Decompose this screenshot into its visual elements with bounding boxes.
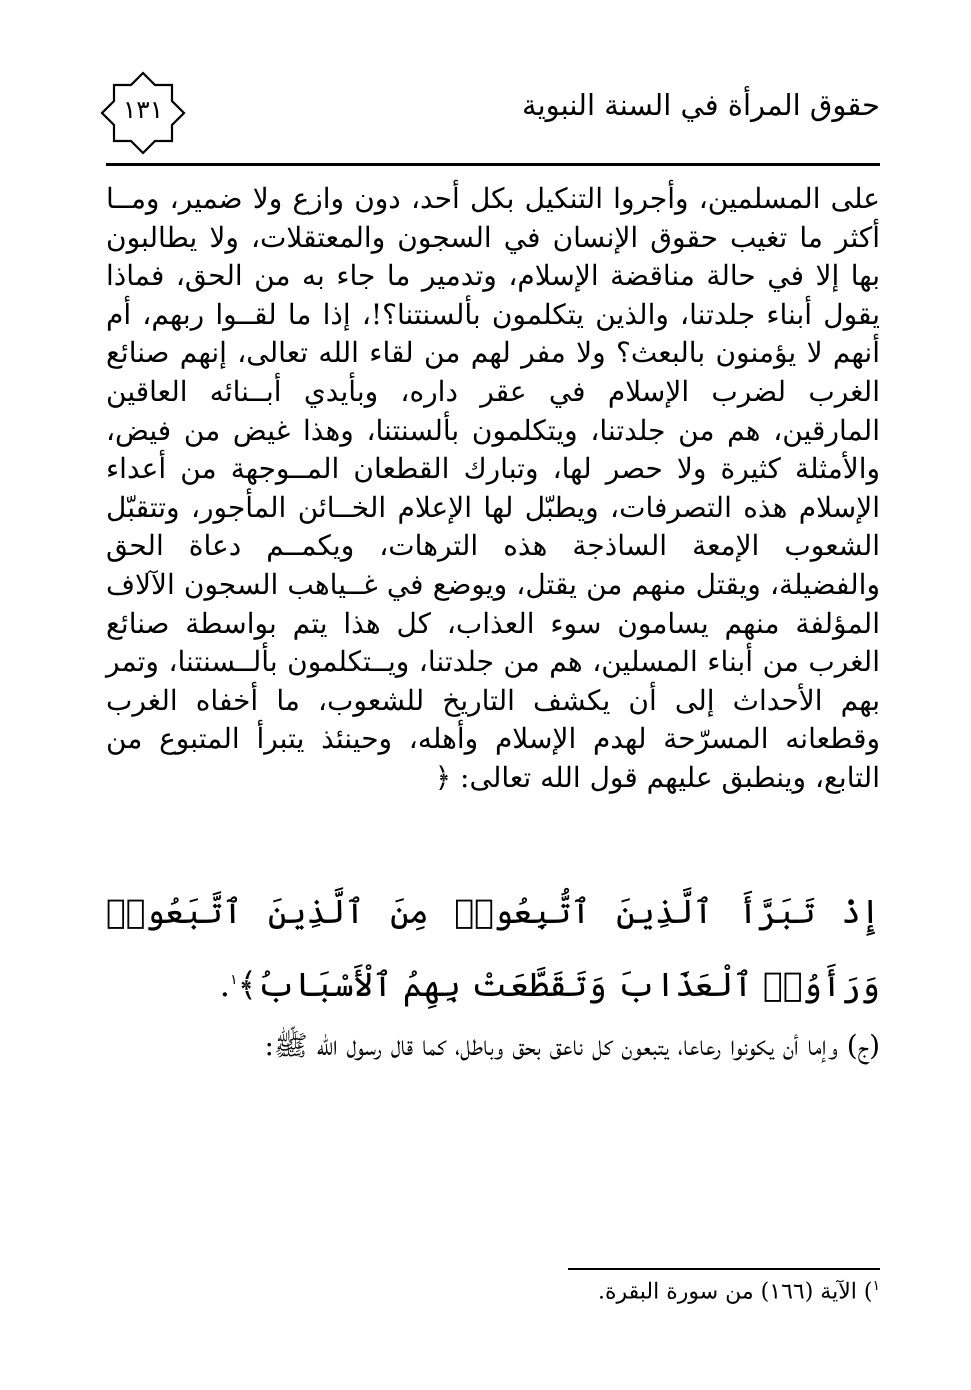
- footnote-text: ) الآية (١٦٦) من سورة البقرة.: [597, 1279, 873, 1305]
- page-title: حقوق المرأة في السنة النبوية: [522, 88, 880, 122]
- section-c: [106, 1026, 880, 1066]
- main-text: [106, 180, 880, 798]
- page-header: [100, 70, 880, 155]
- footnote-mark: ١: [872, 1278, 880, 1294]
- page-number: ١٣١: [122, 95, 164, 124]
- footnote: [598, 1278, 880, 1304]
- paragraph: على المسلمين، وأجروا التنكيل بكل أحد، دون وازع ولا ضمير، ومــا أكثر ما تغيب حقوق الإنسان في السجون والمعتقلات، ولا يطالبون بها إلا في حالة مناقضة الإسلام، وتدمير ما جاء به من الحق، فماذا يقول أبناء جلدتنا، والذين يتكلمون بألسنتنا؟!، إذا ما لقــوا ربهم، أم أنهم لا يؤمنون بالبعث؟ ولا مفر لهم من لقاء الله تعالى، إنهم صنائع الغرب لضرب الإسلام في عقر داره، وبأيدي أبــنائه العاقين المارقين، هم من جلدتنا، ويتكلمون بألسنتنا، وهذا غيض من فيض، والأمثلة كثيرة ولا حصر لها، وتبارك القطعان المــوجهة من أعداء الإسلام هذه التصرفات، ويطبّل لها الإعلام الخــائن المأجور، وتتقبّل الشعوب الإمعة الساذجة هذه الترهات، ويكمــم دعاة الحق والفضيلة، ويقتل منهم من يقتل، ويوضع في غــياهب السجون الآلاف المؤلفة منهم يسامون سوء العذاب، كل هذا يتم بواسطة صنائع الغرب من أبناء المسلين، هم من جلدتنا، ويــتكلمون بألــسنتنا، وتمر بهم الأحداث إلى أن يكشف التاريخ للشعوب، ما أخفاه الغرب وقطعانه المسرّحة لهدم الإسلام وأهله، وحينئذ يتبرأ المتبوع من التابع، وينطبق عليهم قول الله تعالى: ﴿: [106, 182, 880, 794]
- footnote-reference: ١: [230, 972, 238, 988]
- verse-text: إِذْ تَبَرَّأَ ٱلَّذِينَ ٱتُّبِعُوا۟ مِنَ ٱلَّذِينَ ٱتَّبَعُوا۟ وَرَأَوُا۟ ٱلْعَذَابَ وَتَقَطَّعَتْ بِهِمُ ٱلْأَسْبَابُ: [106, 892, 880, 1004]
- quran-verse: [106, 878, 880, 1019]
- footnote-divider: [568, 1268, 880, 1270]
- verse-end: .: [219, 965, 231, 1004]
- paragraph: (ج) وإما أن يكونوا رعاعا، يتبعون كل ناعق بحق وباطل، كما قال رسول الله ﷺ:: [264, 1029, 880, 1062]
- header-divider: [106, 163, 880, 166]
- verse-close-bracket: ﴾: [237, 965, 258, 1004]
- page-number-badge: [100, 70, 186, 156]
